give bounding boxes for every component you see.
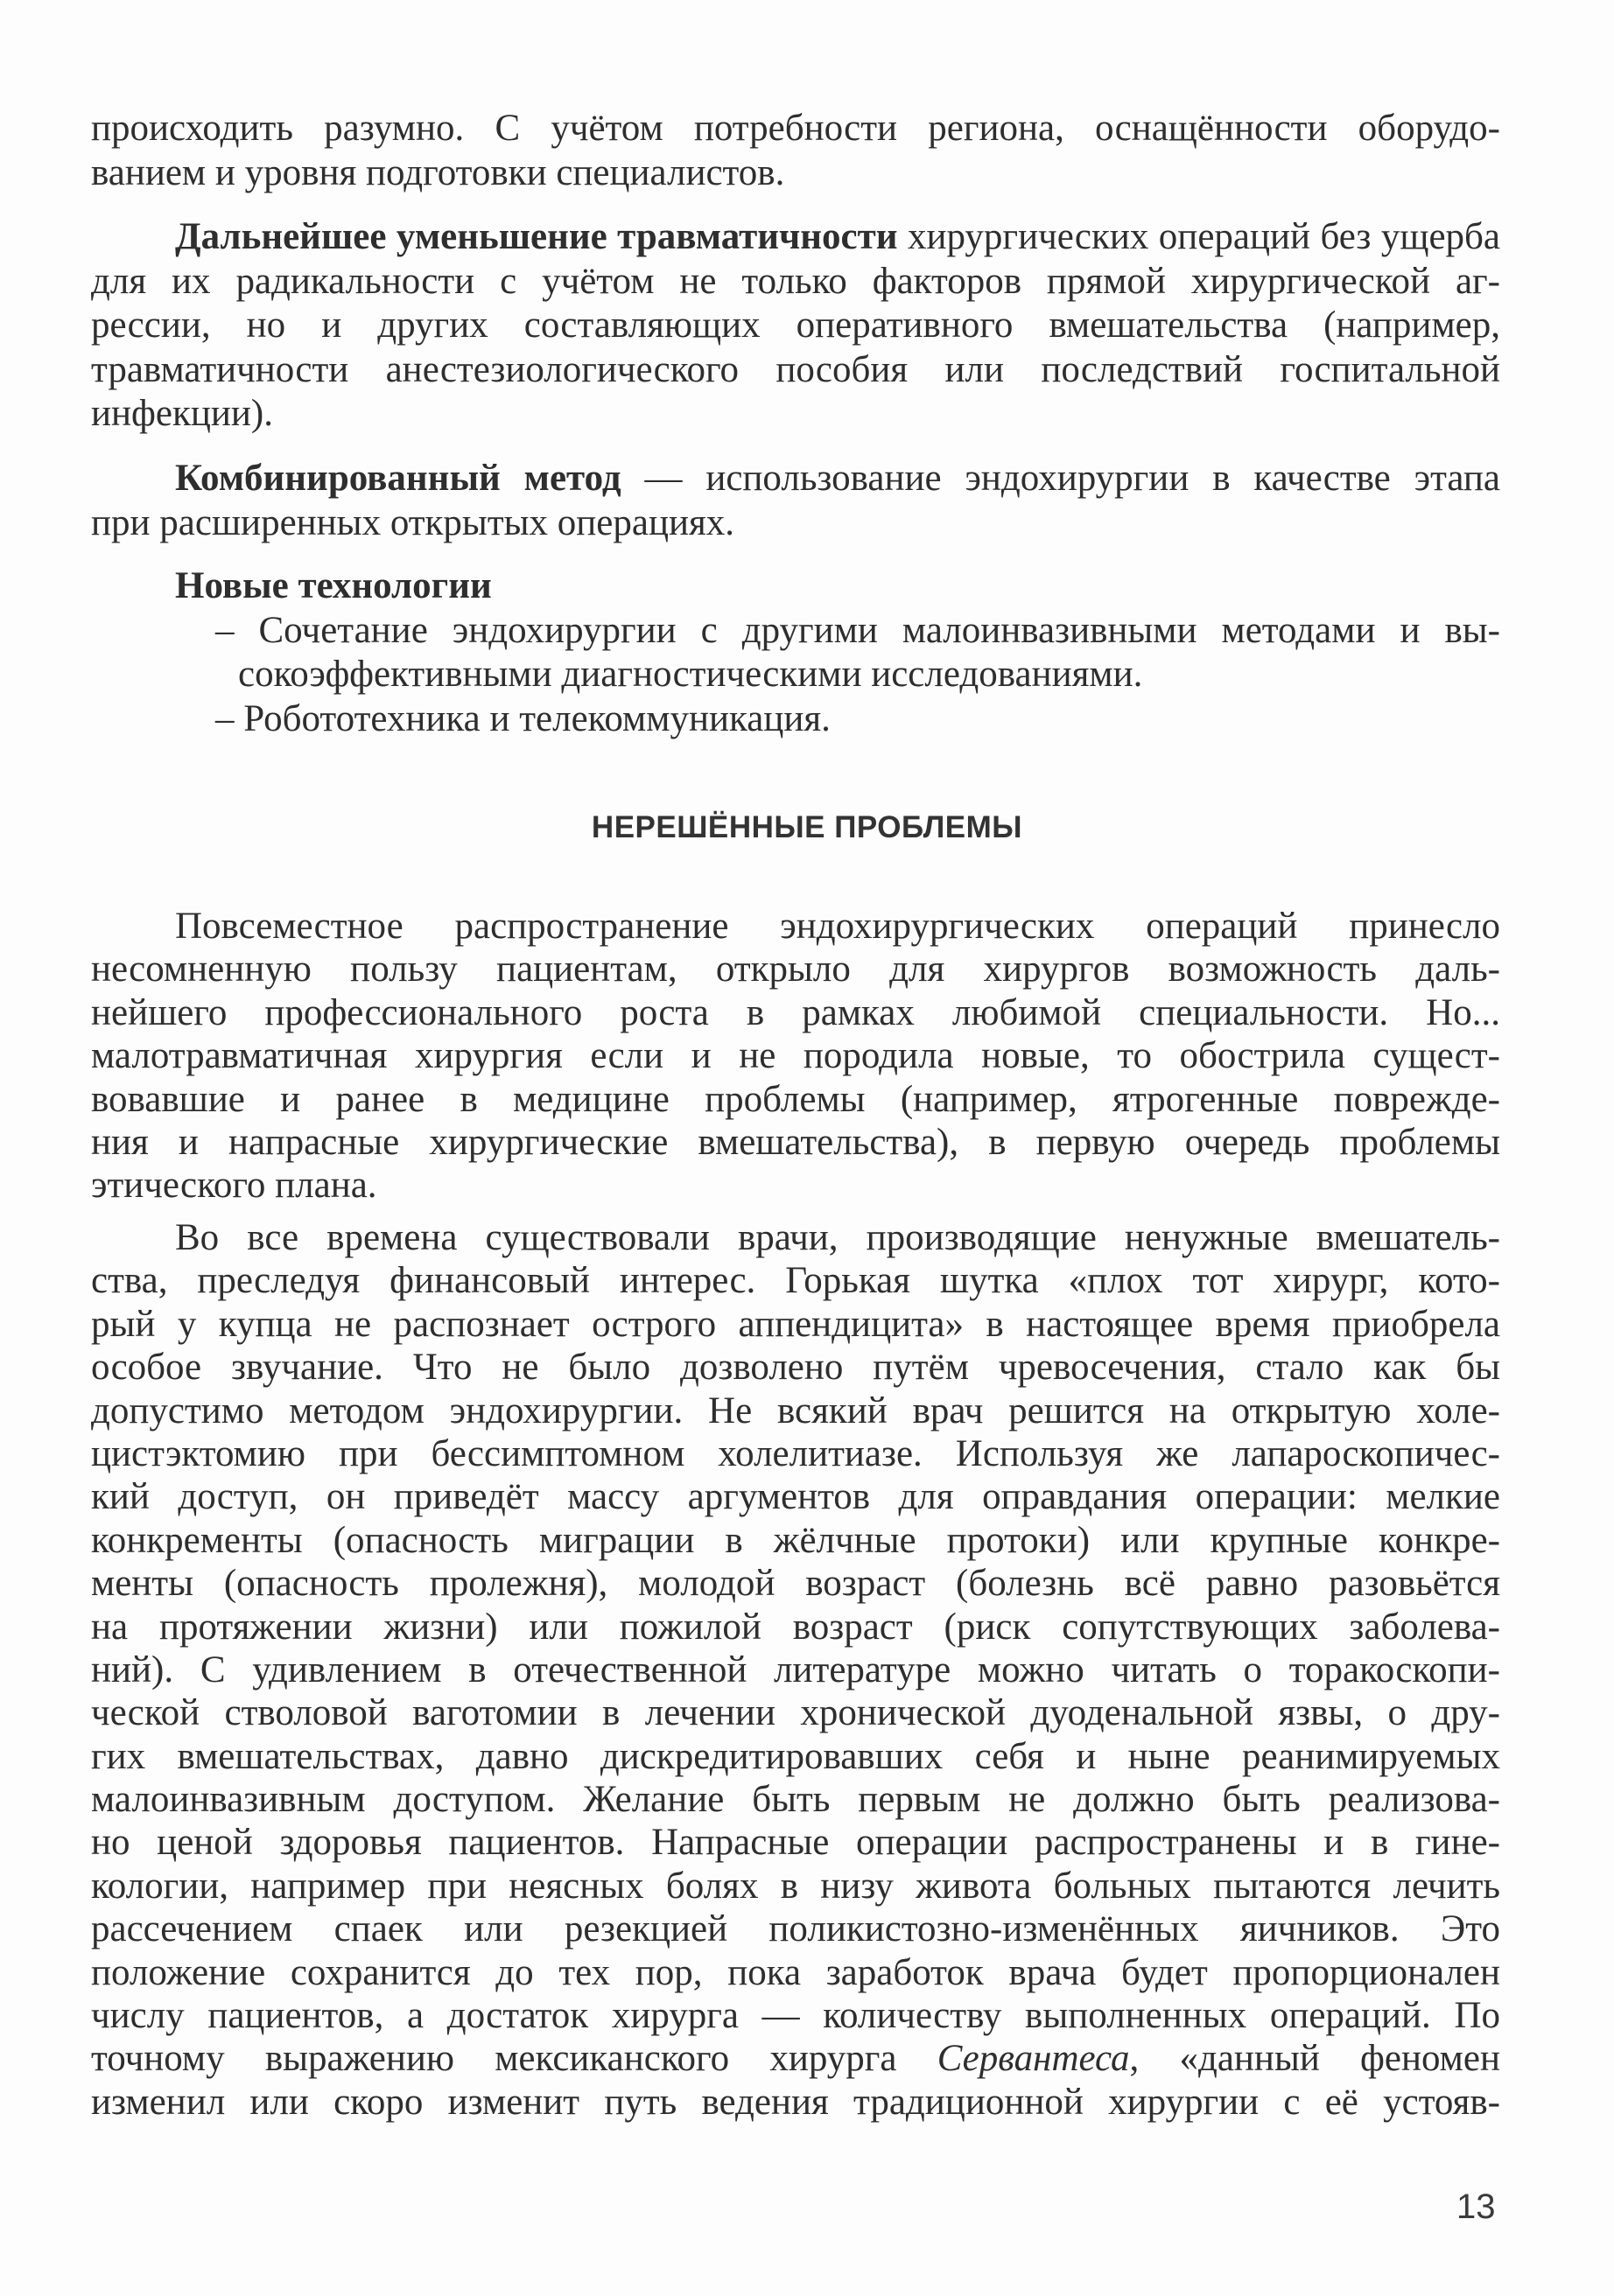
text-run: , «данный феномен [1129, 2038, 1500, 2080]
text-line [91, 392, 1500, 437]
text-line [91, 1994, 1500, 2037]
text-line [91, 260, 1500, 304]
text-line [91, 905, 1500, 948]
text-line [91, 653, 1500, 697]
bold-term: Дальнейшее уменьшение травматичности [175, 216, 898, 257]
text-line [91, 1735, 1500, 1778]
text-line [91, 107, 1500, 151]
text-line [91, 1606, 1500, 1648]
text-line [91, 1778, 1500, 1821]
page-number: 13 [1456, 2188, 1496, 2226]
text-line [91, 1648, 1500, 1691]
text-run: кологии, например при неясных болях в низу живота больных пытаются лечить [91, 1865, 1500, 1907]
text-run: кий доступ, он приведёт массу аргументов для оправдания операции: мелкие [91, 1476, 1500, 1518]
text-line [91, 2081, 1500, 2124]
text-line [91, 1390, 1500, 1432]
text-run: менты (опасность пролежня), молодой возраст (болезнь всё равно разовьётся [91, 1563, 1500, 1605]
text-line [91, 991, 1500, 1034]
text-line [91, 1216, 1500, 1259]
text-run: Во все времена существовали врачи, производящие ненужные вмешатель- [175, 1217, 1500, 1258]
paragraph-regional-needs [91, 107, 1500, 195]
text-run: малоинвазивным доступом. Желание быть первым не должно быть реализова- [91, 1779, 1500, 1821]
text-run: на протяжении жизни) или пожилой возраст (риск сопутствующих заболева- [91, 1606, 1500, 1648]
text-run: – Сочетание эндохирургии с другими малоинвазивными методами и вы- [215, 609, 1500, 651]
text-line [91, 1346, 1500, 1389]
italic-name: Сервантеса [937, 2038, 1130, 2080]
text-run: цистэктомию при бессимптомном холелитиазе. Используя же лапароскопичес- [91, 1432, 1500, 1474]
text-run: ства, преследуя финансовый интерес. Горькая шутка «плох тот хирург, кото- [91, 1260, 1500, 1302]
text-line [91, 1865, 1500, 1908]
text-run: ческой стволовой ваготомии в лечении хронической дуоденальной язвы, о дру- [91, 1692, 1500, 1734]
text-line [91, 1951, 1500, 1994]
text-line [91, 457, 1500, 501]
text-run: изменил или скоро изменит путь ведения традиционной хирургии с её устояв- [91, 2081, 1500, 2123]
text-run: — использование эндохирургии в качестве этапа [621, 458, 1500, 499]
text-run: гих вмешательствах, давно дискредитировавших себя и ныне реанимируемых [91, 1735, 1500, 1777]
paragraph-unnecessary-operations [91, 1216, 1500, 2124]
text-line [91, 1821, 1500, 1864]
text-line [91, 501, 1500, 546]
bold-term: Новые технологии [175, 565, 492, 606]
text-run: Повсеместное распространение эндохирургических операций принесло [175, 906, 1500, 947]
text-run: хирургических операций без ущерба [897, 216, 1500, 257]
text-line [91, 304, 1500, 348]
text-line [91, 348, 1500, 393]
text-run: точному выражению мексиканского хирурга [91, 2038, 937, 2080]
text-run: особое звучание. Что не было дозволено путём чревосечения, стало как бы [91, 1347, 1500, 1389]
text-line [91, 1432, 1500, 1475]
text-line [91, 1691, 1500, 1734]
text-run: при расширенных открытых операциях. [91, 501, 734, 543]
text-line [91, 1259, 1500, 1302]
text-line [91, 1562, 1500, 1605]
text-run: ванием и уровня подготовки специалистов. [91, 151, 785, 193]
text-line [91, 1034, 1500, 1077]
text-run: но ценой здоровья пациентов. Напрасные операции распространены и в гине- [91, 1822, 1500, 1864]
text-line [91, 1908, 1500, 1950]
text-run: нейшего профессионального роста в рамках любимой специальности. Но... [91, 991, 1500, 1033]
text-line [91, 609, 1500, 654]
text-line [91, 1475, 1500, 1518]
text-line [91, 1164, 1500, 1207]
text-run: происходить разумно. С учётом потребности региона, оснащённости оборудо- [91, 108, 1500, 149]
text-line [91, 215, 1500, 260]
text-run: для их радикальности с учётом не только факторов прямой хирургической аг- [91, 260, 1500, 302]
text-line [91, 948, 1500, 990]
text-line [91, 1121, 1500, 1164]
text-line [91, 1519, 1500, 1562]
text-run: ний). С удивлением в отечественной литературе можно читать о торакоскопи- [91, 1648, 1500, 1690]
text-run: положение сохранится до тех пор, пока заработок врача будет пропорционален [91, 1951, 1500, 1993]
text-line [91, 697, 1500, 742]
text-run: рассечением спаек или резекцией поликистозно-изменённых яичников. Это [91, 1908, 1500, 1950]
text-run: ния и напрасные хирургические вмешательства), в первую очередь проблемы [91, 1121, 1500, 1163]
paragraph-widespread [91, 905, 1500, 1208]
text-run: травматичности анестезиологического пособия или последствий госпитальной [91, 348, 1500, 390]
section-heading: НЕРЕШЁННЫЕ ПРОБЛЕМЫ [591, 810, 1023, 844]
paragraph-combined-method [91, 457, 1500, 545]
text-run: сокоэффективными диагностическими исследованиями. [238, 654, 1143, 695]
text-run: конкременты (опасность миграции в жёлчные протоки) или крупные конкре- [91, 1519, 1500, 1561]
text-run: этического плана. [91, 1165, 377, 1207]
text-run: числу пациентов, а достаток хирурга — количеству выполненных операций. По [91, 1995, 1500, 2037]
text-run: рый у купца не распознает острого аппендицита» в настоящее время приобрела [91, 1303, 1500, 1345]
text-run: – Робототехника и телекоммуникация. [215, 697, 831, 739]
text-run: допустимо методом эндохирургии. Не всякий врач решится на открытую холе- [91, 1390, 1500, 1432]
text-line [91, 564, 1500, 609]
text-run: несомненную пользу пациентам, открыло для хирургов возможность даль- [91, 948, 1500, 990]
text-line [91, 1303, 1500, 1346]
text-run: вовавшие и ранее в медицине проблемы (например, ятрогенные поврежде- [91, 1078, 1500, 1120]
text-run: малотравматичная хирургия если и не породила новые, то обострила сущест- [91, 1035, 1500, 1077]
text-run: инфекции). [91, 393, 273, 434]
paragraph-trauma-reduction [91, 215, 1500, 437]
bold-term: Комбинированный метод [175, 458, 621, 499]
text-line [91, 1078, 1500, 1121]
text-line [91, 2037, 1500, 2080]
text-line [91, 151, 1500, 196]
text-run: рессии, но и других составляющих оперативного вмешательства (например, [91, 304, 1500, 346]
new-technologies-list [91, 564, 1500, 741]
